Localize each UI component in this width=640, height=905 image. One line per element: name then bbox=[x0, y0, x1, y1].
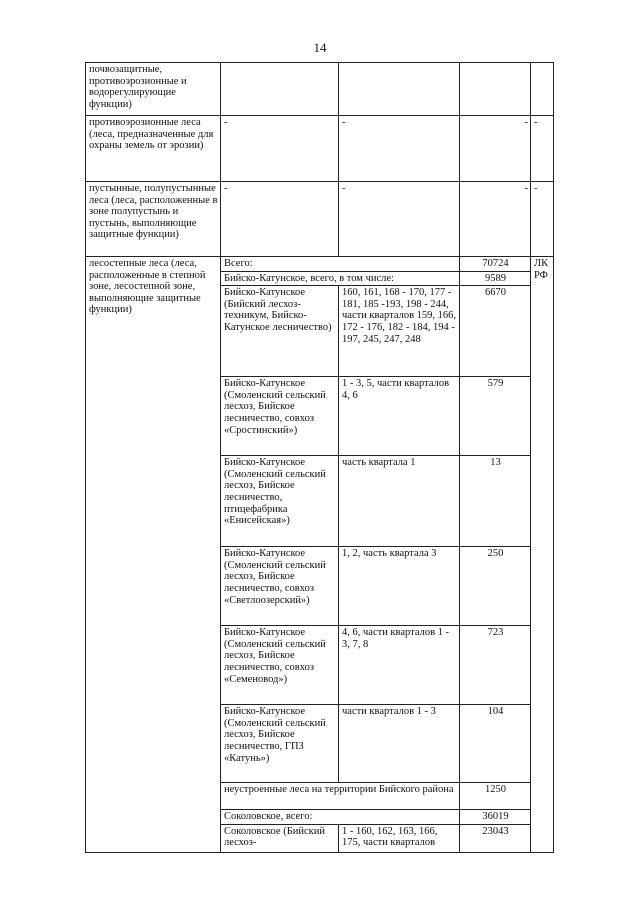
basis-cell bbox=[531, 63, 554, 116]
area-cell: 104 bbox=[460, 705, 531, 783]
quarters-cell: 1, 2, часть квартала 3 bbox=[339, 547, 460, 626]
forestry-cell: - bbox=[221, 182, 339, 257]
category-cell: пустынные, полупустынные леса (леса, расположенные в зоне полупустынь и пустынь, выполняющие защитные функции) bbox=[86, 182, 221, 257]
area-cell: - bbox=[460, 182, 531, 257]
table-row bbox=[86, 257, 554, 272]
area-cell: 9589 bbox=[460, 271, 531, 286]
area-cell: 23043 bbox=[460, 824, 531, 852]
area-cell: 36019 bbox=[460, 810, 531, 825]
area-cell: 1250 bbox=[460, 783, 531, 810]
quarters-cell bbox=[339, 63, 460, 116]
quarters-cell: 1 - 160, 162, 163, 166, 175, части кварталов bbox=[339, 824, 460, 852]
area-cell: 723 bbox=[460, 626, 531, 705]
area-cell bbox=[460, 63, 531, 116]
basis-cell: - bbox=[531, 182, 554, 257]
table-row bbox=[86, 63, 554, 116]
forestry-cell: Бийско-Катунское, всего, в том числе: bbox=[221, 271, 460, 286]
quarters-cell: 160, 161, 168 - 170, 177 - 181, 185 -193, 198 - 244, части кварталов 159, 166, 172 - 176, 182 - 184, 194 - 197, 245, 247, 248 bbox=[339, 286, 460, 377]
quarters-cell: 1 - 3, 5, части кварталов 4, 6 bbox=[339, 377, 460, 456]
area-cell: 250 bbox=[460, 547, 531, 626]
category-cell: лесостепные леса (леса, расположенные в степной зоне, лесостепной зоне, выполняющие защитные функции) bbox=[86, 257, 221, 853]
area-cell: - bbox=[460, 116, 531, 182]
forestry-cell: Бийско-Катунское (Смоленский сельский лесхоз, Бийское лесничество, совхоз «Сростинский») bbox=[221, 377, 339, 456]
forestry-cell: Бийско-Катунское (Смоленский сельский лесхоз, Бийское лесничество, совхоз «Семеновод») bbox=[221, 626, 339, 705]
forestry-cell: Бийско-Катунское (Смоленский сельский лесхоз, Бийское лесничество, птицефабрика «Енисейская») bbox=[221, 456, 339, 547]
quarters-cell: - bbox=[339, 182, 460, 257]
basis-cell: ЛК РФ bbox=[531, 257, 554, 853]
forestry-cell: Соколовское, всего: bbox=[221, 810, 460, 825]
page-number: 14 bbox=[313, 40, 327, 55]
forestry-cell: Бийско-Катунское (Бийский лесхоз-техникум, Бийско-Катунское лесничество) bbox=[221, 286, 339, 377]
area-cell: 6670 bbox=[460, 286, 531, 377]
forestry-cell: Бийско-Катунское (Смоленский сельский лесхоз, Бийское лесничество, ГПЗ «Катунь») bbox=[221, 705, 339, 783]
forest-table bbox=[85, 62, 554, 853]
category-cell: почвозащитные, противоэрозионные и водорегулирующие функции) bbox=[86, 63, 221, 116]
forestry-cell bbox=[221, 63, 339, 116]
area-cell: 579 bbox=[460, 377, 531, 456]
forestry-cell: Бийско-Катунское (Смоленский сельский лесхоз, Бийское лесничество, совхоз «Светлоозерский») bbox=[221, 547, 339, 626]
quarters-cell: - bbox=[339, 116, 460, 182]
forestry-cell: Всего: bbox=[221, 257, 460, 272]
quarters-cell: части кварталов 1 - 3 bbox=[339, 705, 460, 783]
table-row bbox=[86, 116, 554, 182]
area-cell: 13 bbox=[460, 456, 531, 547]
category-cell: противоэрозионные леса (леса, предназначенные для охраны земель от эрозии) bbox=[86, 116, 221, 182]
forestry-cell: - bbox=[221, 116, 339, 182]
basis-cell: - bbox=[531, 116, 554, 182]
forestry-cell: неустроенные леса на территории Бийского района bbox=[221, 783, 460, 810]
quarters-cell: 4, 6, части кварталов 1 - 3, 7, 8 bbox=[339, 626, 460, 705]
table-row bbox=[86, 182, 554, 257]
quarters-cell: часть квартала 1 bbox=[339, 456, 460, 547]
area-cell: 70724 bbox=[460, 257, 531, 272]
forestry-cell: Соколовское (Бийский лесхоз- bbox=[221, 824, 339, 852]
